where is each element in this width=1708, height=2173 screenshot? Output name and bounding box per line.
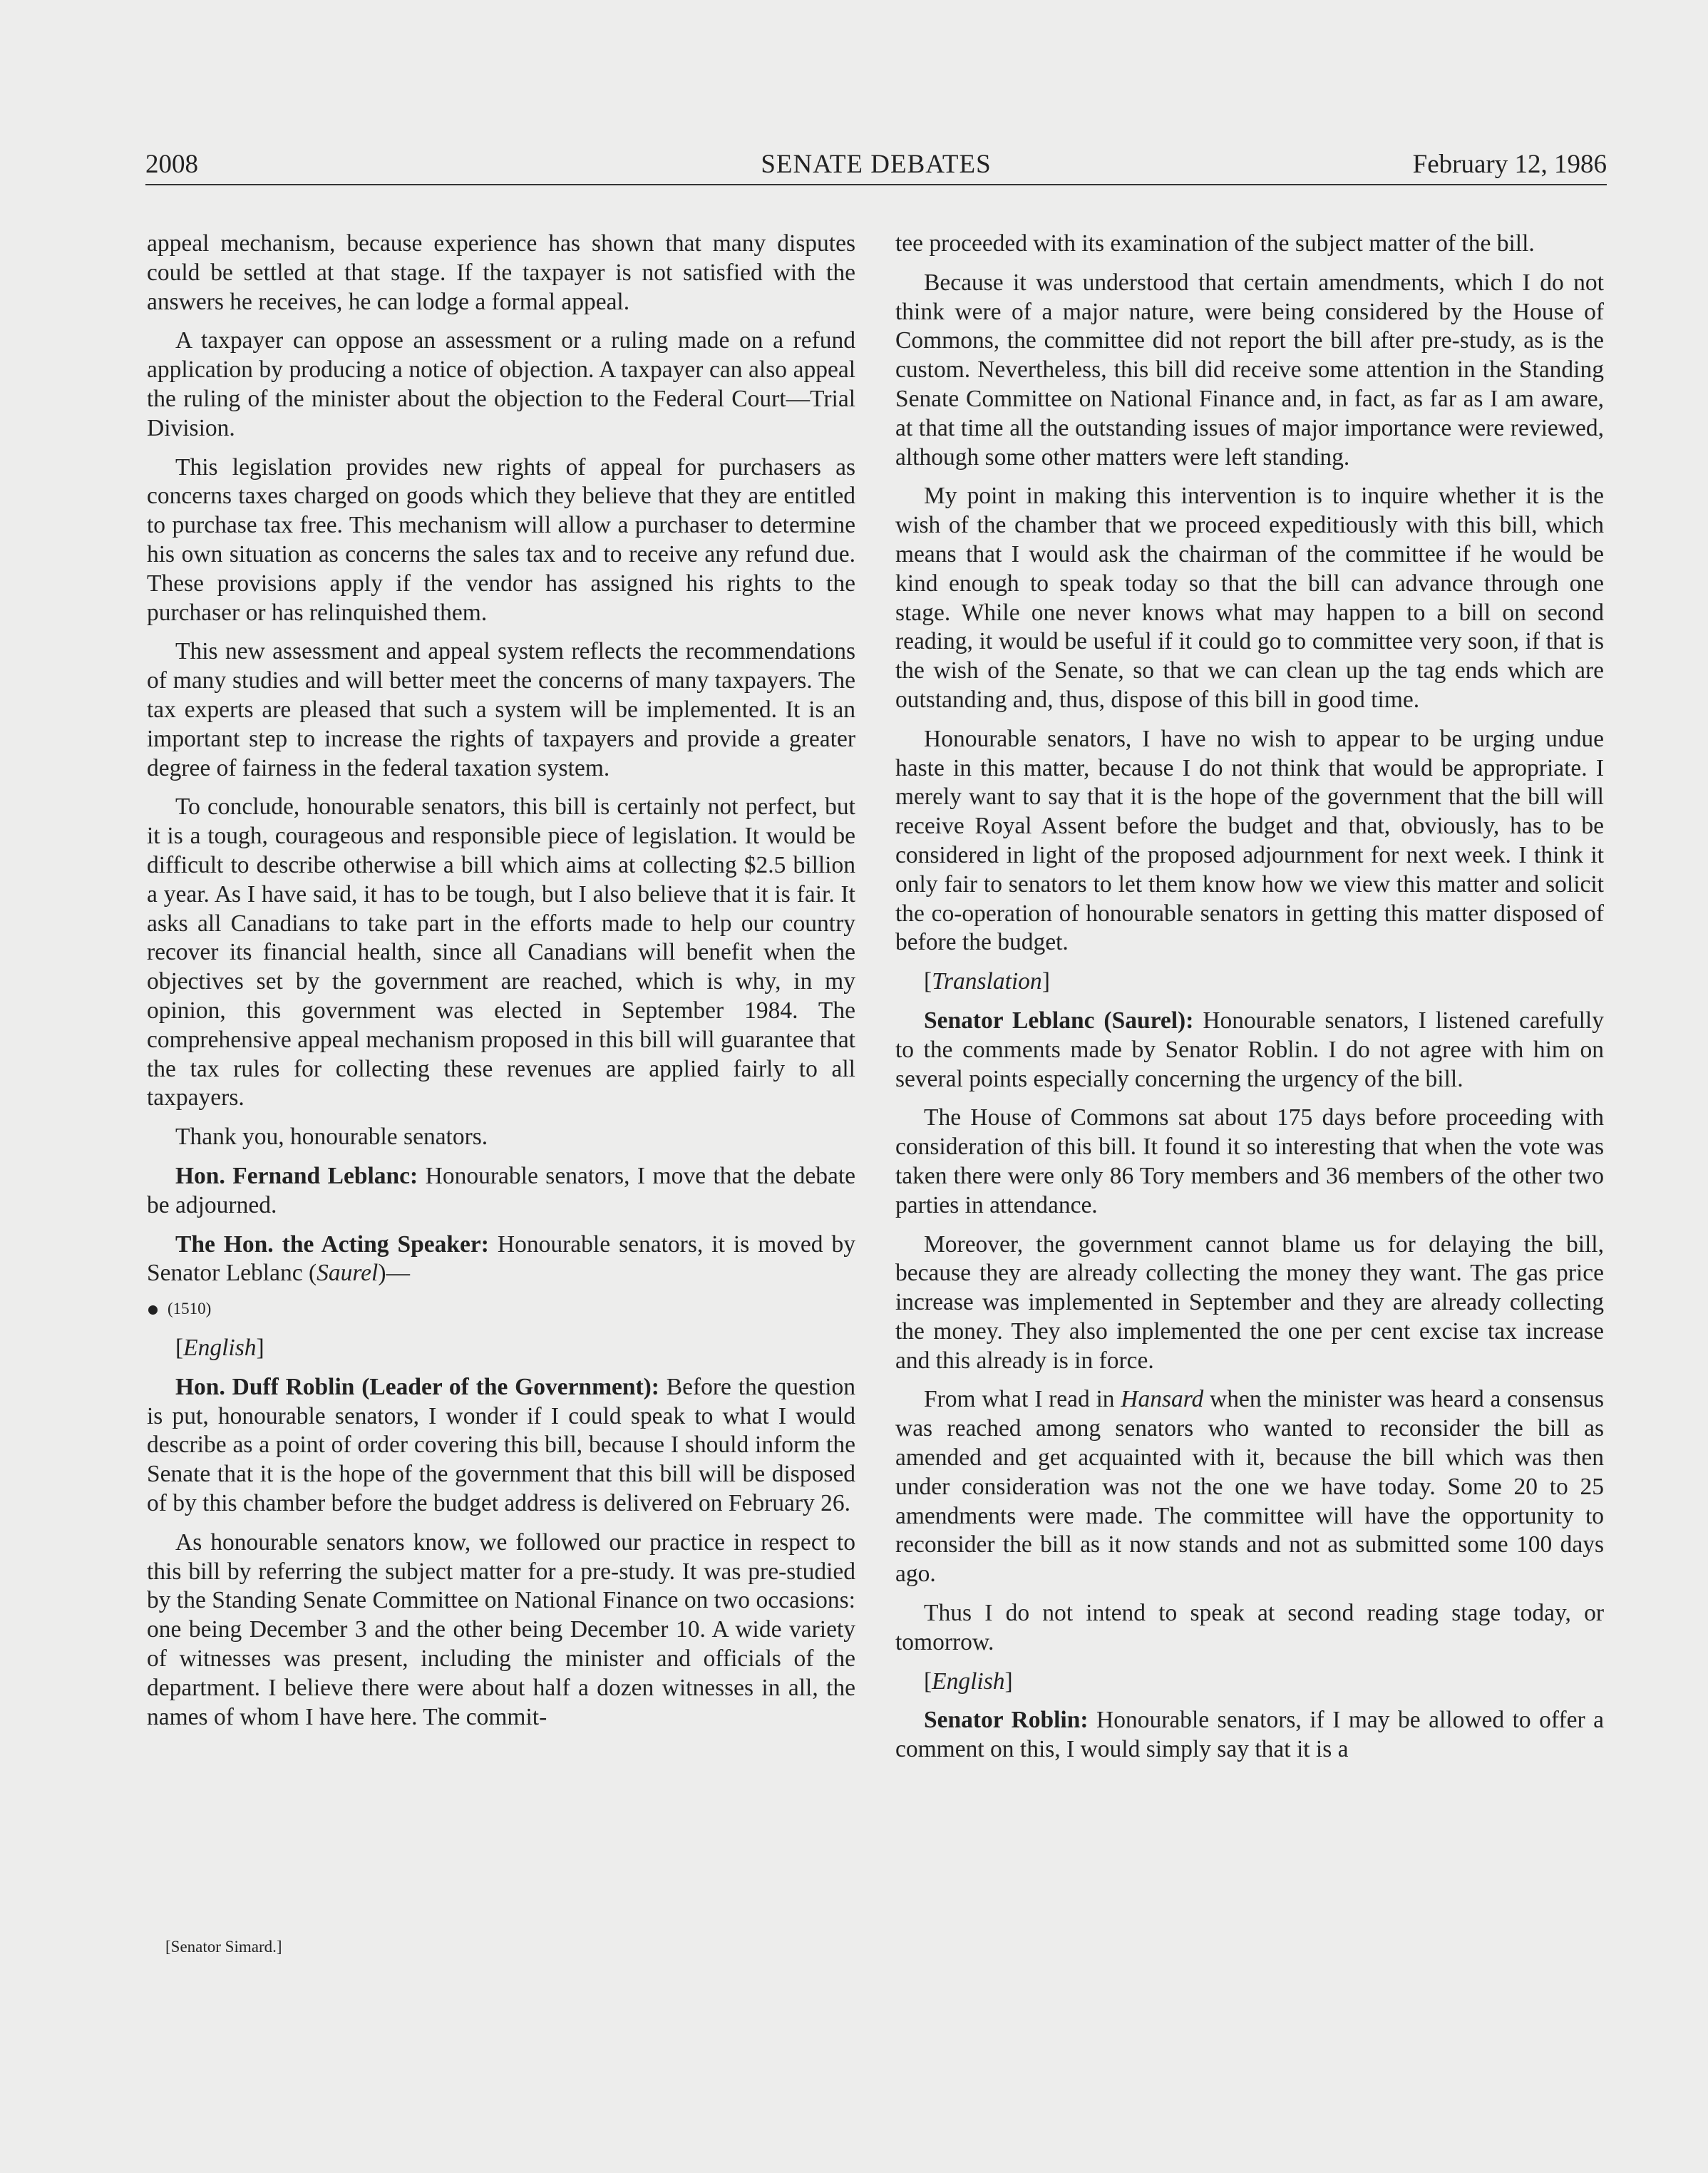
speaker-name: Hon. Duff Roblin (Leader of the Government): — [175, 1373, 659, 1400]
page-date: February 12, 1986 — [1412, 150, 1607, 179]
paragraph: Thus I do not intend to speak at second reading stage today, or tomorrow. — [895, 1600, 1604, 1655]
hansard-title: Hansard — [1121, 1386, 1204, 1413]
language-tag: [Translation] — [924, 968, 1050, 995]
language-tag: [English] — [175, 1335, 264, 1362]
speaker-name: Hon. Fernand Leblanc: — [175, 1162, 418, 1189]
paragraph: tee proceeded with its examination of the subject matter of the bill. — [895, 230, 1535, 257]
paragraph: As honourable senators know, we followed our practice in respect to this bill by referring the subject matter for a pre-study. It was pre-studied by the Standing Senate Committee on National Finance on two occasions: one being December 3 and the other being December 10. A wide variety of witnesses was present, including the minister and officials of the department. I believe there were about half a dozen witnesses in all, the names of whom I have here. The commit- — [147, 1529, 855, 1730]
paragraph: To conclude, honourable senators, this bill is certainly not perfect, but it is a tough, courageous and responsible piece of legislation. It would be difficult to describe otherwise a bill which aims at collecting $2.5 billion a year. As I have said, it has to be tough, but I also believe that it is fair. It asks all Canadians to take part in the efforts made to help our country recover its financial health, since all Canadians will benefit when the objectives set by the government are reached, which is why, in my opinion, this government was elected in September 1984. The comprehensive appeal mechanism proposed in this bill will guarantee that the tax rules for collecting these revenues are applied fairly to all taxpayers. — [147, 793, 855, 1111]
speech-paragraph — [147, 1231, 855, 1289]
speech-paragraph — [147, 1162, 855, 1221]
page-header — [145, 141, 1607, 185]
time-marker-text: (1510) — [168, 1300, 212, 1318]
paragraph: appeal mechanism, because experience has shown that many disputes could be settled at that stage. If the taxpayer is not satisfied with the answers he receives, he can lodge a formal appeal. — [147, 230, 855, 315]
paragraph: Because it was understood that certain amendments, which I do not think were of a major nature, were being considered by the House of Commons, the committee did not report the bill after pre-study, as is the custom. Nevertheless, this bill did receive some attention in the Standing Senate Committee on National Finance and, in fact, as far as I am aware, at that time all the outstanding issues of major importance were reviewed, although some other matters were left standing. — [895, 269, 1604, 471]
speech-paragraph — [147, 1373, 855, 1519]
speaker-name: Senator Roblin: — [924, 1707, 1089, 1734]
paragraph: From what I read in Hansard when the minister was heard a consensus was reached among senators who wanted to reconsider the bill as amended and get acquainted with it, because the bill which was then under consideration was not the one we have today. Some 20 to 25 amendments were made. The committee will have the opportunity to reconsider the bill as it now stands and not as submitted some 100 days ago. — [895, 1386, 1604, 1588]
speaker-name: Senator Leblanc (Saurel): — [924, 1007, 1194, 1034]
paragraph: A taxpayer can oppose an assessment or a ruling made on a refund application by producing a notice of objection. A taxpayer can also appeal the ruling of the minister about the objection to the Federal Court—Trial Division. — [147, 327, 855, 441]
paragraph: My point in making this intervention is to inquire whether it is the wish of the chamber that we proceed expeditiously with this bill, which means that I would ask the chairman of the committee if he would be kind enough to speak today so that the bill can advance through one stage. While one never knows what may happen to a bill on second reading, it would be useful if it could go to committee very soon, if that is the wish of the Senate, so that we can clean up the tag ends which are outstanding and, thus, dispose of this bill in good time. — [895, 483, 1604, 713]
speech-text: Honourable senators, I listened carefully to the comments made by Senator Roblin. I do not agree with him on several points especially concerning the urgency of the bill. — [895, 1007, 1604, 1092]
right-column — [895, 230, 1604, 1774]
page-number: 2008 — [145, 150, 198, 179]
speech-text: Before the question is put, honourable senators, I wonder if I could speak to what I would describe as a point of order covering this bill, because I should inform the Senate that it is the hope of the government that this bill will be disposed of by this chamber before the budget address is delivered on February 26. — [147, 1373, 856, 1517]
speaker-name: The Hon. the Acting Speaker: — [175, 1231, 489, 1258]
time-marker — [147, 1298, 855, 1320]
bullet-icon — [148, 1305, 158, 1315]
speech-paragraph — [895, 1706, 1604, 1764]
paragraph: This legislation provides new rights of appeal for purchasers as concerns taxes charged on goods which they believe that they are entitled to purchase tax free. This mechanism will allow a purchaser to determine his own situation as concerns the sales tax and to receive any refund due. These provisions apply if the vendor has assigned his rights to the purchaser or has relinquished them. — [147, 453, 855, 626]
language-tag: [English] — [924, 1668, 1013, 1695]
riding-name: Saurel — [317, 1260, 379, 1287]
speech-text: Honourable senators, if I may be allowed to offer a comment on this, I would simply say that it is a — [895, 1707, 1604, 1763]
publication-title: SENATE DEBATES — [761, 150, 992, 179]
left-column — [147, 230, 855, 1742]
page-footnote: [Senator Simard.] — [165, 1938, 282, 1956]
paragraph: Honourable senators, I have no wish to appear to be urging undue haste in this matter, because I do not think that would be appropriate. I merely want to say that it is the hope of the government that the bill will receive Royal Assent before the budget and that, obviously, has to be considered in light of the proposed adjournment for next week. I think it only fair to senators to let them know how we view this matter and solicit the co-operation of honourable senators in getting this matter disposed of before the budget. — [895, 725, 1604, 956]
paragraph: Thank you, honourable senators. — [175, 1124, 488, 1151]
speech-text: )— — [378, 1260, 411, 1287]
paragraph: Moreover, the government cannot blame us for delaying the bill, because they are already collecting the money they want. The gas price increase was implemented in September and they are already collecting the money. They also implemented the one per cent excise tax increase and this already is in force. — [895, 1231, 1604, 1374]
speech-paragraph — [895, 1007, 1604, 1094]
speech-text: Honourable senators, I move that the debate be adjourned. — [147, 1162, 856, 1218]
paragraph: This new assessment and appeal system reflects the recommendations of many studies and will better meet the concerns of many taxpayers. The tax experts are pleased that such a system will be implemented. It is an important step to increase the rights of taxpayers and provide a greater degree of fairness in the federal taxation system. — [147, 638, 855, 781]
speech-text: Honourable senators, it is moved by Senator Leblanc ( — [147, 1231, 855, 1287]
paragraph: The House of Commons sat about 175 days before proceeding with consideration of this bill. It found it so interesting that when the vote was taken there were only 86 Tory members and 36 members of the other two parties in attendance. — [895, 1104, 1604, 1218]
